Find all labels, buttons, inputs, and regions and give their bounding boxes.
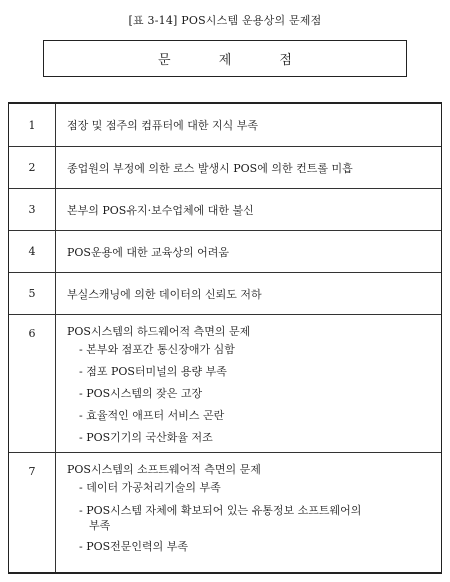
row-text: 종업원의 부정에 의한 로스 발생시 POS에 의한 컨트롤 미흡 — [67, 161, 353, 175]
row-text: 부실스캐닝에 의한 데이터의 신뢰도 저하 — [67, 287, 262, 301]
row-content — [56, 315, 441, 452]
row-subitem: - POS시스템의 잦은 고장 — [79, 387, 203, 400]
table-row — [9, 272, 441, 314]
column-header-label: 문 제 점 — [158, 53, 314, 68]
row-number: 6 — [9, 315, 56, 452]
row-subitem: - 본부와 점포간 통신장애가 심함 — [79, 343, 235, 356]
row-subitem: - 데이터 가공처리기술의 부족 — [79, 481, 221, 494]
row-text: 본부의 POS유지·보수업체에 대한 불신 — [67, 203, 254, 217]
row-number: 3 — [9, 189, 56, 230]
row-text: POS운용에 대한 교육상의 어려움 — [67, 245, 229, 259]
row-number: 2 — [9, 147, 56, 188]
row-subitem: - POS기기의 국산화율 저조 — [79, 431, 213, 444]
row-number: 4 — [9, 231, 56, 272]
row-subitem-line: - POS시스템 자체에 확보되어 있는 유통정보 소프트웨어의 — [79, 504, 362, 517]
column-header — [43, 40, 407, 77]
row-subitem: - 점포 POS터미널의 용량 부족 — [79, 365, 227, 378]
row-subitem: - POS전문인력의 부족 — [79, 540, 189, 553]
row-text: 점장 및 점주의 컴퓨터에 대한 지식 부족 — [67, 119, 258, 132]
table-row — [9, 146, 441, 188]
table-row — [9, 104, 441, 146]
table-row — [9, 452, 441, 572]
row-title: POS시스템의 소프트웨어적 측면의 문제 — [67, 463, 261, 476]
row-subitem: - 효율적인 애프터 서비스 곤란 — [79, 409, 225, 422]
table-row — [9, 188, 441, 230]
row-subitem-continuation: 부족 — [89, 519, 111, 532]
table-row — [9, 314, 441, 452]
row-number: 5 — [9, 273, 56, 314]
row-subitem — [67, 499, 441, 536]
table-caption: [표 3-14] POS시스템 운용상의 문제점 — [128, 14, 322, 27]
table-row — [9, 230, 441, 272]
row-title: POS시스템의 하드웨어적 측면의 문제 — [67, 325, 251, 338]
row-number: 1 — [9, 104, 56, 146]
problems-table — [8, 102, 442, 574]
row-content — [56, 453, 441, 572]
row-number: 7 — [9, 453, 56, 572]
